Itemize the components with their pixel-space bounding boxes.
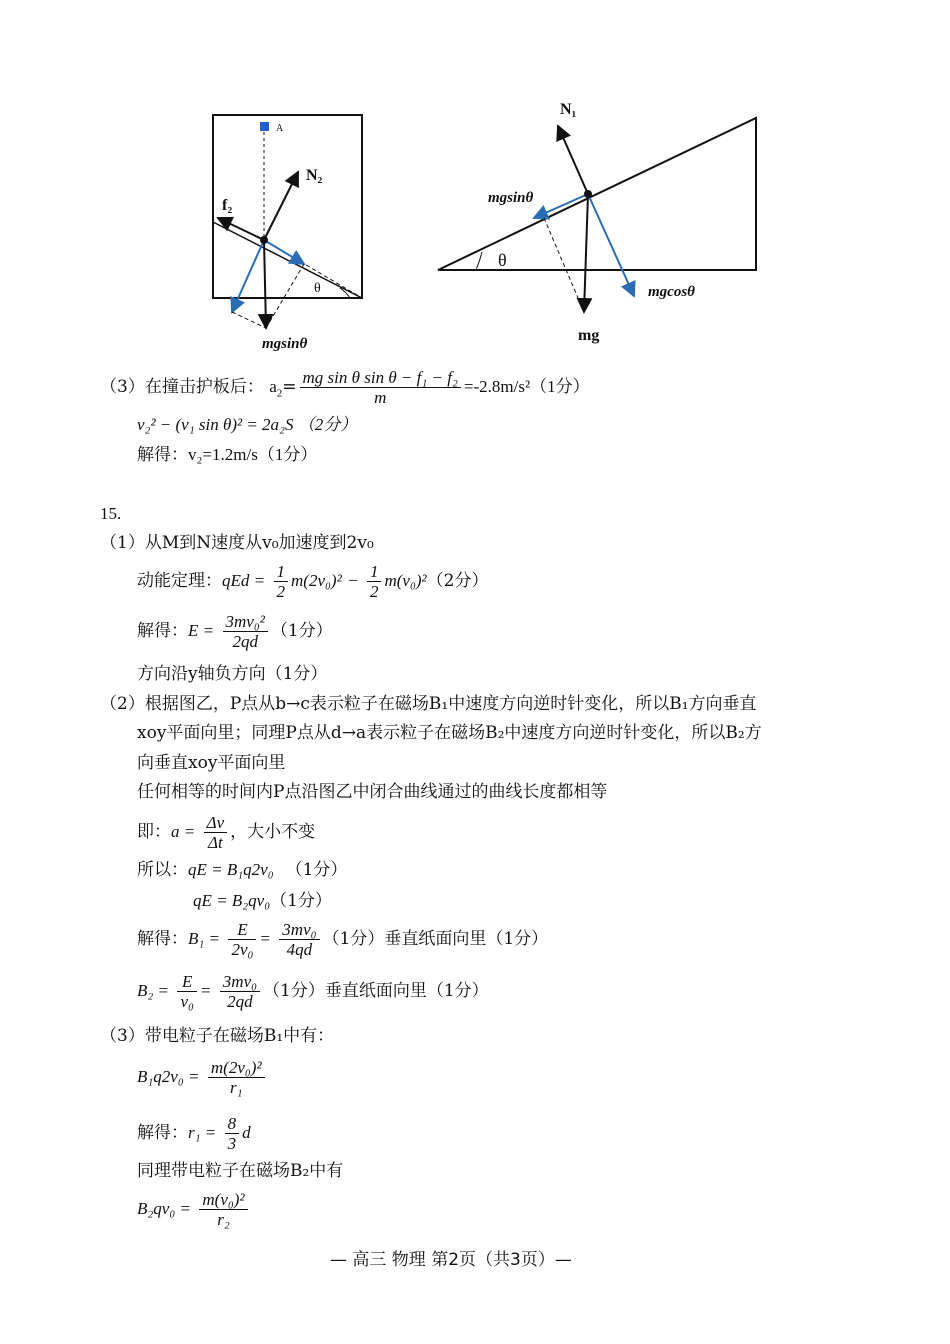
label-theta-2: θ [498, 250, 507, 270]
label-mgcos: mgcosθ [648, 284, 695, 300]
q15-p2-line4: 任何相等的时间内P点沿图乙中闭合曲线通过的曲线长度都相等 [137, 782, 608, 802]
prev-part3-line2: v₂² − (v₁ sin θ)² = 2a₂S （2分） [137, 415, 358, 434]
q15-number: 15. [100, 504, 122, 523]
mg-arrow-2 [584, 194, 588, 312]
label-n1: N₁ [560, 101, 577, 118]
q15-p2-line6: 所以：qE = B₁q2v₀ （1分） [137, 860, 348, 880]
q15-p3-line3: 解得：r₁ = $\frac{8}{3}$ d [137, 1114, 251, 1153]
q15-p3-line4: 同理带电粒子在磁场B₂中有 [137, 1161, 344, 1181]
point-a-marker [260, 122, 269, 131]
q15-p1-line2: 动能定理：qEd = $\frac{1}{2}$ m(2v₀)² − $\frac{1}{2}$ m(v₀)²（2分） [137, 562, 489, 601]
label-mgsin-2: mgsinθ [488, 190, 534, 206]
q15-p2-line5: 即：a = $\frac{\Delta v}{\Delta t}$ ，大小不变 [137, 813, 316, 852]
q15-p2-line7: qE = B₂qv₀（1分） [193, 891, 332, 911]
contact-point [260, 236, 268, 244]
q15-p2-line1: （2）根据图乙，P点从b→c表示粒子在磁场B₁中速度方向逆时针变化，所以B₁方向垂直 [100, 694, 757, 714]
theta-arc-2 [476, 252, 482, 270]
blue-mgcos-arrow [588, 194, 634, 296]
figure-incline-forces [430, 90, 770, 350]
prev-part3-line1: （3）在撞击护板后： $a_2=$ $\frac{\text{mg sin θ sin θ − f₁ − f₂}}{m}$ =-2.8m/s²（1分） [100, 368, 590, 407]
prev-part3-line3: 解得：v₂=1.2m/s（1分） [137, 445, 318, 465]
mg-arrow [264, 240, 266, 328]
figure-block-on-incline [200, 100, 390, 370]
dash-2 [232, 312, 266, 328]
label-theta-1: θ [314, 281, 321, 296]
label-a: A [276, 123, 284, 134]
q15-p2-line2: xoy平面向里；同理P点从d→a表示粒子在磁场B₂中速度方向逆时针变化，所以B₂方 [137, 723, 762, 743]
contact-point-2 [584, 190, 592, 198]
q15-p1-line1: （1）从M到N速度从v₀加速度到2v₀ [100, 533, 374, 553]
q15-p2-line8: 解得：B₁ = $\frac{E}{\text{2v₀}}$ = $\frac{\text{3mv₀}}{4qd}$ （1分）垂直纸面向里（1分） [137, 920, 549, 959]
blue-arrow-right [264, 240, 304, 264]
incline-line [213, 222, 362, 298]
label-mgsin-1: mgsinθ [262, 336, 308, 352]
n2-arrow [264, 172, 298, 240]
blue-mgsin-arrow [534, 194, 588, 218]
frame-box [213, 115, 362, 298]
label-n2: N₂ [306, 167, 323, 184]
q15-p2-line9: B₂ = $\frac{E}{\text{v₀}}$ = $\frac{\text{3mv₀}}{2qd}$ （1分）垂直纸面向里（1分） [137, 972, 489, 1011]
q15-p1-line4: 方向沿y轴负方向（1分） [137, 664, 328, 684]
page-footer: — 高三 物理 第2页（共3页）— [330, 1250, 572, 1270]
incline-triangle [438, 118, 756, 270]
n1-arrow [558, 126, 588, 194]
q15-p3-line2: B₁q2v₀ = $\frac{\text{m(2v₀)²}}{\text{r₁}}$ [137, 1058, 268, 1097]
q15-p3-line1: （3）带电粒子在磁场B₁中有： [100, 1026, 335, 1046]
q15-p1-line3: 解得：E = $\frac{\text{3mv₀²}}{2qd}$ （1分） [137, 612, 333, 651]
label-mg: mg [578, 327, 600, 344]
q15-p3-line5: B₂qv₀ = $\frac{\text{m(v₀)²}}{\text{r₂}}$ [137, 1190, 251, 1229]
blue-arrow-down [232, 240, 264, 312]
dash-1 [266, 264, 304, 328]
label-f2: f₂ [222, 197, 233, 214]
q15-p2-line3: 向垂直xoy平面向里 [137, 753, 286, 773]
dash-3 [544, 218, 584, 312]
